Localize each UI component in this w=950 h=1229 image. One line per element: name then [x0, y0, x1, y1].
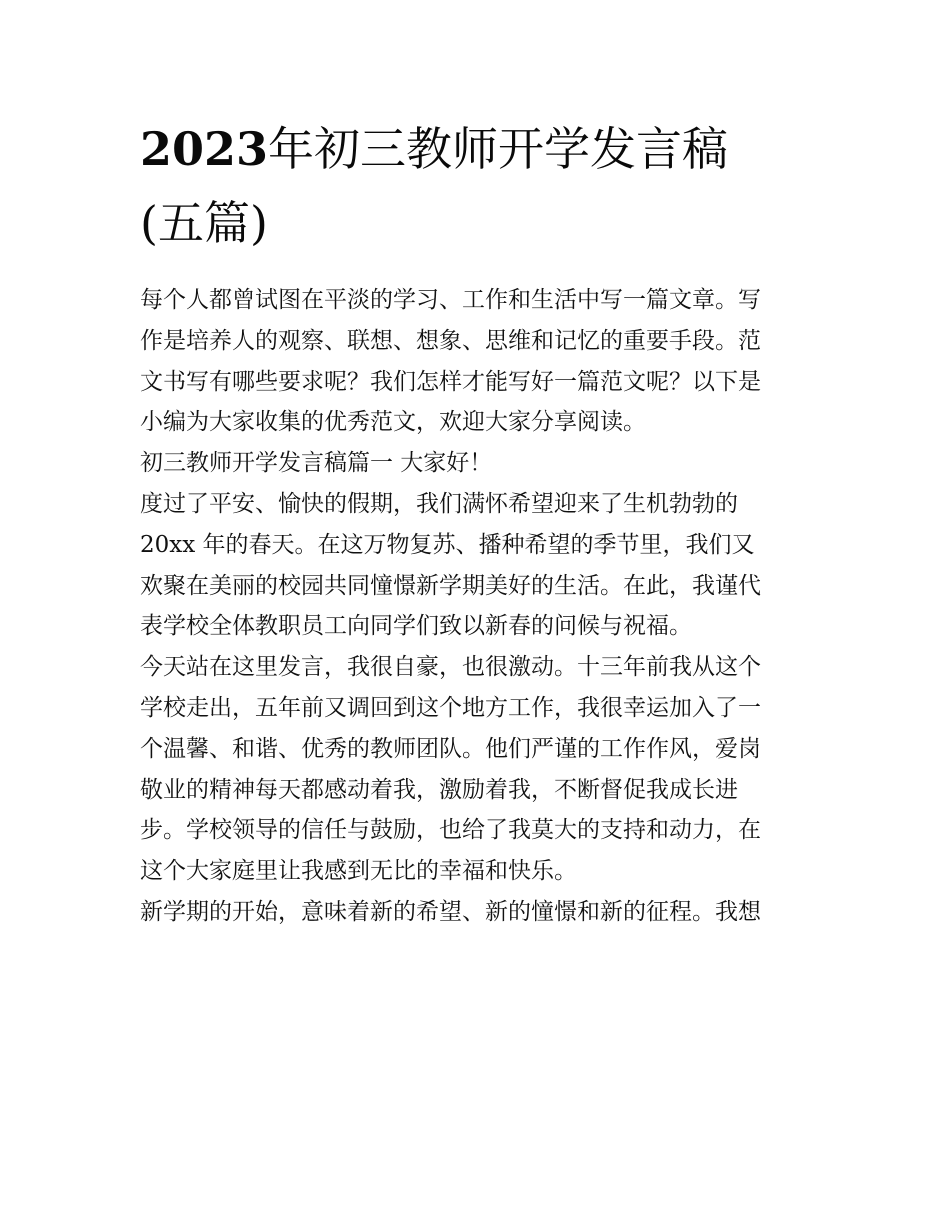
- title-line-2: (五篇): [140, 196, 268, 250]
- title-line-1-text: 年初三教师开学发言稿: [268, 122, 729, 176]
- text-line: 文书写有哪些要求呢？我们怎样才能写好一篇范文呢？以下是: [140, 368, 761, 395]
- text-line: 度过了平安、愉快的假期，我们满怀希望迎来了生机勃勃的: [140, 490, 738, 517]
- document-body: [140, 280, 830, 933]
- text-line: 20xx 年的春天。在这万物复苏、播种希望的季节里，我们又: [140, 531, 755, 558]
- title-line-1: [140, 112, 820, 186]
- text-line: 这个大家庭里让我感到无比的幸福和快乐。: [140, 858, 577, 885]
- section-heading-line: 初三教师开学发言稿篇一 大家好！: [140, 450, 493, 477]
- text-line: 小编为大家收集的优秀范文，欢迎大家分享阅读。: [140, 409, 646, 436]
- text-line: 作是培养人的观察、联想、想象、思维和记忆的重要手段。范: [140, 327, 761, 354]
- text-line: 个温馨、和谐、优秀的教师团队。他们严谨的工作作风，爱岗: [140, 735, 761, 762]
- title-year: 2023: [140, 122, 269, 176]
- text-line: 欢聚在美丽的校园共同憧憬新学期美好的生活。在此，我谨代: [140, 572, 761, 599]
- text-line: 今天站在这里发言，我很自豪，也很激动。十三年前我从这个: [140, 654, 761, 681]
- text-line: 表学校全体教职员工向同学们致以新春的问候与祝福。: [140, 613, 692, 640]
- text-line: 步。学校领导的信任与鼓励，也给了我莫大的支持和动力，在: [140, 817, 761, 844]
- text-line: 每个人都曾试图在平淡的学习、工作和生活中写一篇文章。写: [140, 287, 761, 313]
- text-line: 新学期的开始，意味着新的希望、新的憧憬和新的征程。我想: [140, 898, 761, 925]
- text-line: 学校走出，五年前又调回到这个地方工作，我很幸运加入了一: [140, 694, 761, 721]
- text-line: 敬业的精神每天都感动着我，激励着我，不断督促我成长进: [140, 776, 738, 803]
- document-title: [140, 112, 820, 260]
